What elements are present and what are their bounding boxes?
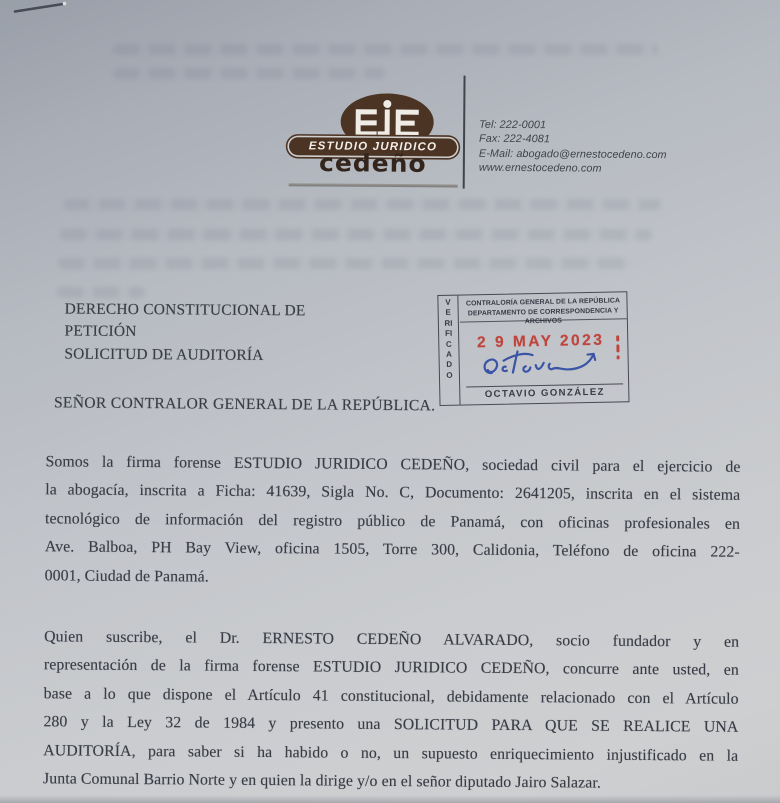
stamp-verified-label: VERIFICADO — [444, 297, 453, 380]
text-line: www.ernestocedeno.com — [478, 161, 602, 175]
text-line: E-Mail: abogado@ernestocedeno.com — [478, 147, 667, 161]
text-line: Ave. Balboa, PH Bay View, oficina 1505, Torre 300, Calidonia, Teléfono de oficina 222- — [44, 538, 740, 561]
text-line: DERECHO CONSTITUCIONAL DE — [64, 300, 306, 320]
text-line: tecnológico de información del registro público de Panamá, con oficinas profesionales en — [45, 510, 741, 533]
signature-scribble — [477, 343, 608, 388]
text-line: 280 y la Ley 32 de 1984 y presento una SOLICITUD PARA QUE SE REALICE UNA — [43, 713, 739, 736]
stamp-red-tick — [616, 335, 620, 362]
contact-block — [479, 118, 669, 177]
text-line: AUDITORÍA, para saber si ha habido o no, un supuesto enriquecimiento injustificado en la — [43, 741, 739, 765]
stamp-org-line2: DEPARTAMENTO DE CORRESPONDENCIA Y ARCHIVOS — [467, 307, 619, 326]
stamp-verified-column — [438, 296, 460, 405]
text-line: Tel: 222-0001 — [479, 118, 547, 132]
text-line: SOLICITUD DE AUDITORÍA — [64, 345, 264, 364]
body-paragraph-2 — [43, 623, 739, 799]
logo-underline — [289, 183, 458, 187]
subject-heading — [64, 298, 395, 368]
stamp-officer-name: OCTAVIO GONZÁLEZ — [484, 386, 605, 401]
stamp-org-line1: CONTRALORÍA GENERAL DE LA REPÚBLICA — [465, 297, 621, 308]
text-line: la abogacía, inscrita a Ficha: 41639, Sigla No. C, Documento: 2641205, inscrita en el sistema — [45, 481, 741, 505]
body-paragraph-1 — [45, 448, 741, 595]
text-line: Somos la firma forense ESTUDIO JURIDICO CEDEÑO, sociedad civil para el ejercicio de — [45, 453, 741, 476]
text-line: Junta Comunal Barrio Norte y en quien la dirige y/o en el señor diputado Jairo Salazar. — [42, 770, 602, 792]
recipient-line: SEÑOR CONTRALOR GENERAL DE LA REPÚBLICA. — [53, 394, 436, 415]
text-line: 0001, Ciudad de Panamá. — [44, 566, 209, 586]
text-line: Quien suscribe, el Dr. ERNESTO CEDEÑO ALVARADO, socio fundador y en — [44, 628, 740, 651]
stamp-date: 2 9 MAY 2023 — [476, 331, 605, 352]
logo-band-label: ESTUDIO JURIDICO — [308, 140, 438, 154]
firm-name: cedeño — [318, 149, 427, 178]
registry-stamp — [437, 291, 629, 406]
letterhead — [3, 0, 780, 178]
text-line: PETICIÓN — [64, 322, 137, 341]
stamp-header — [459, 292, 627, 326]
letterhead-divider — [463, 76, 466, 189]
text-line: representación de la firma forense ESTUDIO JURIDICO CEDEÑO, concurre ante usted, en — [43, 656, 739, 680]
text-line: Fax: 222-4081 — [479, 132, 551, 146]
text-line: base a lo que dispone el Artículo 41 constitucional, debidamente relacionado con el Artículo — [43, 685, 739, 708]
